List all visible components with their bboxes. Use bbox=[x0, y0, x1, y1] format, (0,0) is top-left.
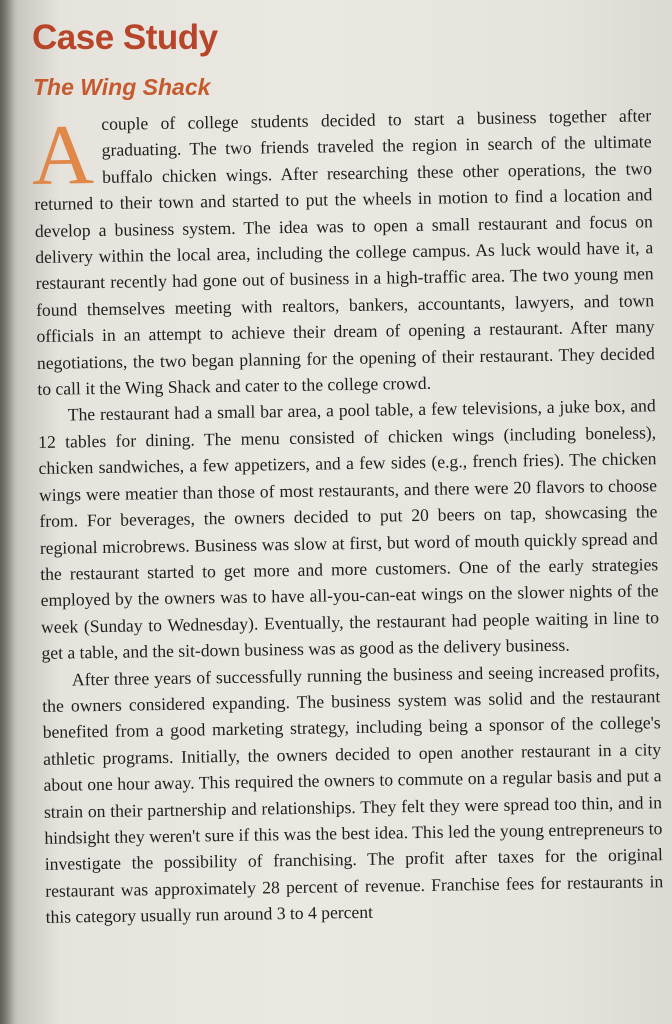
paragraph-1 bbox=[30, 102, 656, 402]
paragraph-3: After three years of successfully running the business and seeing increased profits, the owners considered expanding. The business system was solid and the restaurant benefited from a good marketing strategy, including being a sponsor of the college's athletic programs. Initially, the owners decided to open another restaurant in a city about one hour away. This required the owners to commute on a regular basis and put a strain on their partnership and relationships. They felt they were spread too thin, and in hindsight they weren't sure if this was the best idea. This led the young entrepreneurs to investigate the possibility of franchising. The profit after taxes for the original restaurant was approximately 28 percent of revenue. Franchise fees for restaurants in this category usually run around 3 to 4 percent bbox=[42, 659, 664, 928]
page-shadow bbox=[0, 0, 14, 1024]
case-study-subtitle: The Wing Shack bbox=[33, 74, 211, 100]
drop-cap: A bbox=[30, 106, 95, 204]
section-title: Case Study bbox=[32, 18, 218, 57]
paragraph-2: The restaurant had a small bar area, a pool table, a few televisions, a juke box, and 12 tables for dining. The menu consisted of chicken wings (including boneless), chicken sandwiches, a few appetizers, and a few sides (e.g., french fries). The chicken wings were meatier than those of most restaurants, and there were 20 flavors to choose from. For beverages, the owners decided to put 20 beers on tap, showcasing the regional microbrews. Business was slow at first, but word of mouth quickly spread and the restaurant started to get more and more customers. One of the early strategies employed by the owners was to have all-you-can-eat wings on the slower nights of the week (Sunday to Wednesday). Eventually, the restaurant had people waiting in line to get a table, and the sit-down business was as good as the delivery business. bbox=[38, 395, 660, 664]
article-body bbox=[30, 102, 664, 930]
paragraph-1-text: couple of college students decided to start a business together after graduating. The two friends traveled the region in search of the ultimate buffalo chicken wings. After researching these other operations, the two returned to their town and started to put the wheels in motion to find a location and develop a business system. The idea was to open a small restaurant and focus on delivery within the local area, including the college campus. As luck would have it, a restaurant recently had gone out of business in a high-traffic area. The two young men found themselves meeting with realtors, bankers, accountants, lawyers, and town officials in an attempt to achieve their dream of opening a restaurant. After many negotiations, the two began planning for the opening of their restaurant. They decided to call it the Wing Shack and cater to the college crowd. bbox=[34, 105, 656, 400]
